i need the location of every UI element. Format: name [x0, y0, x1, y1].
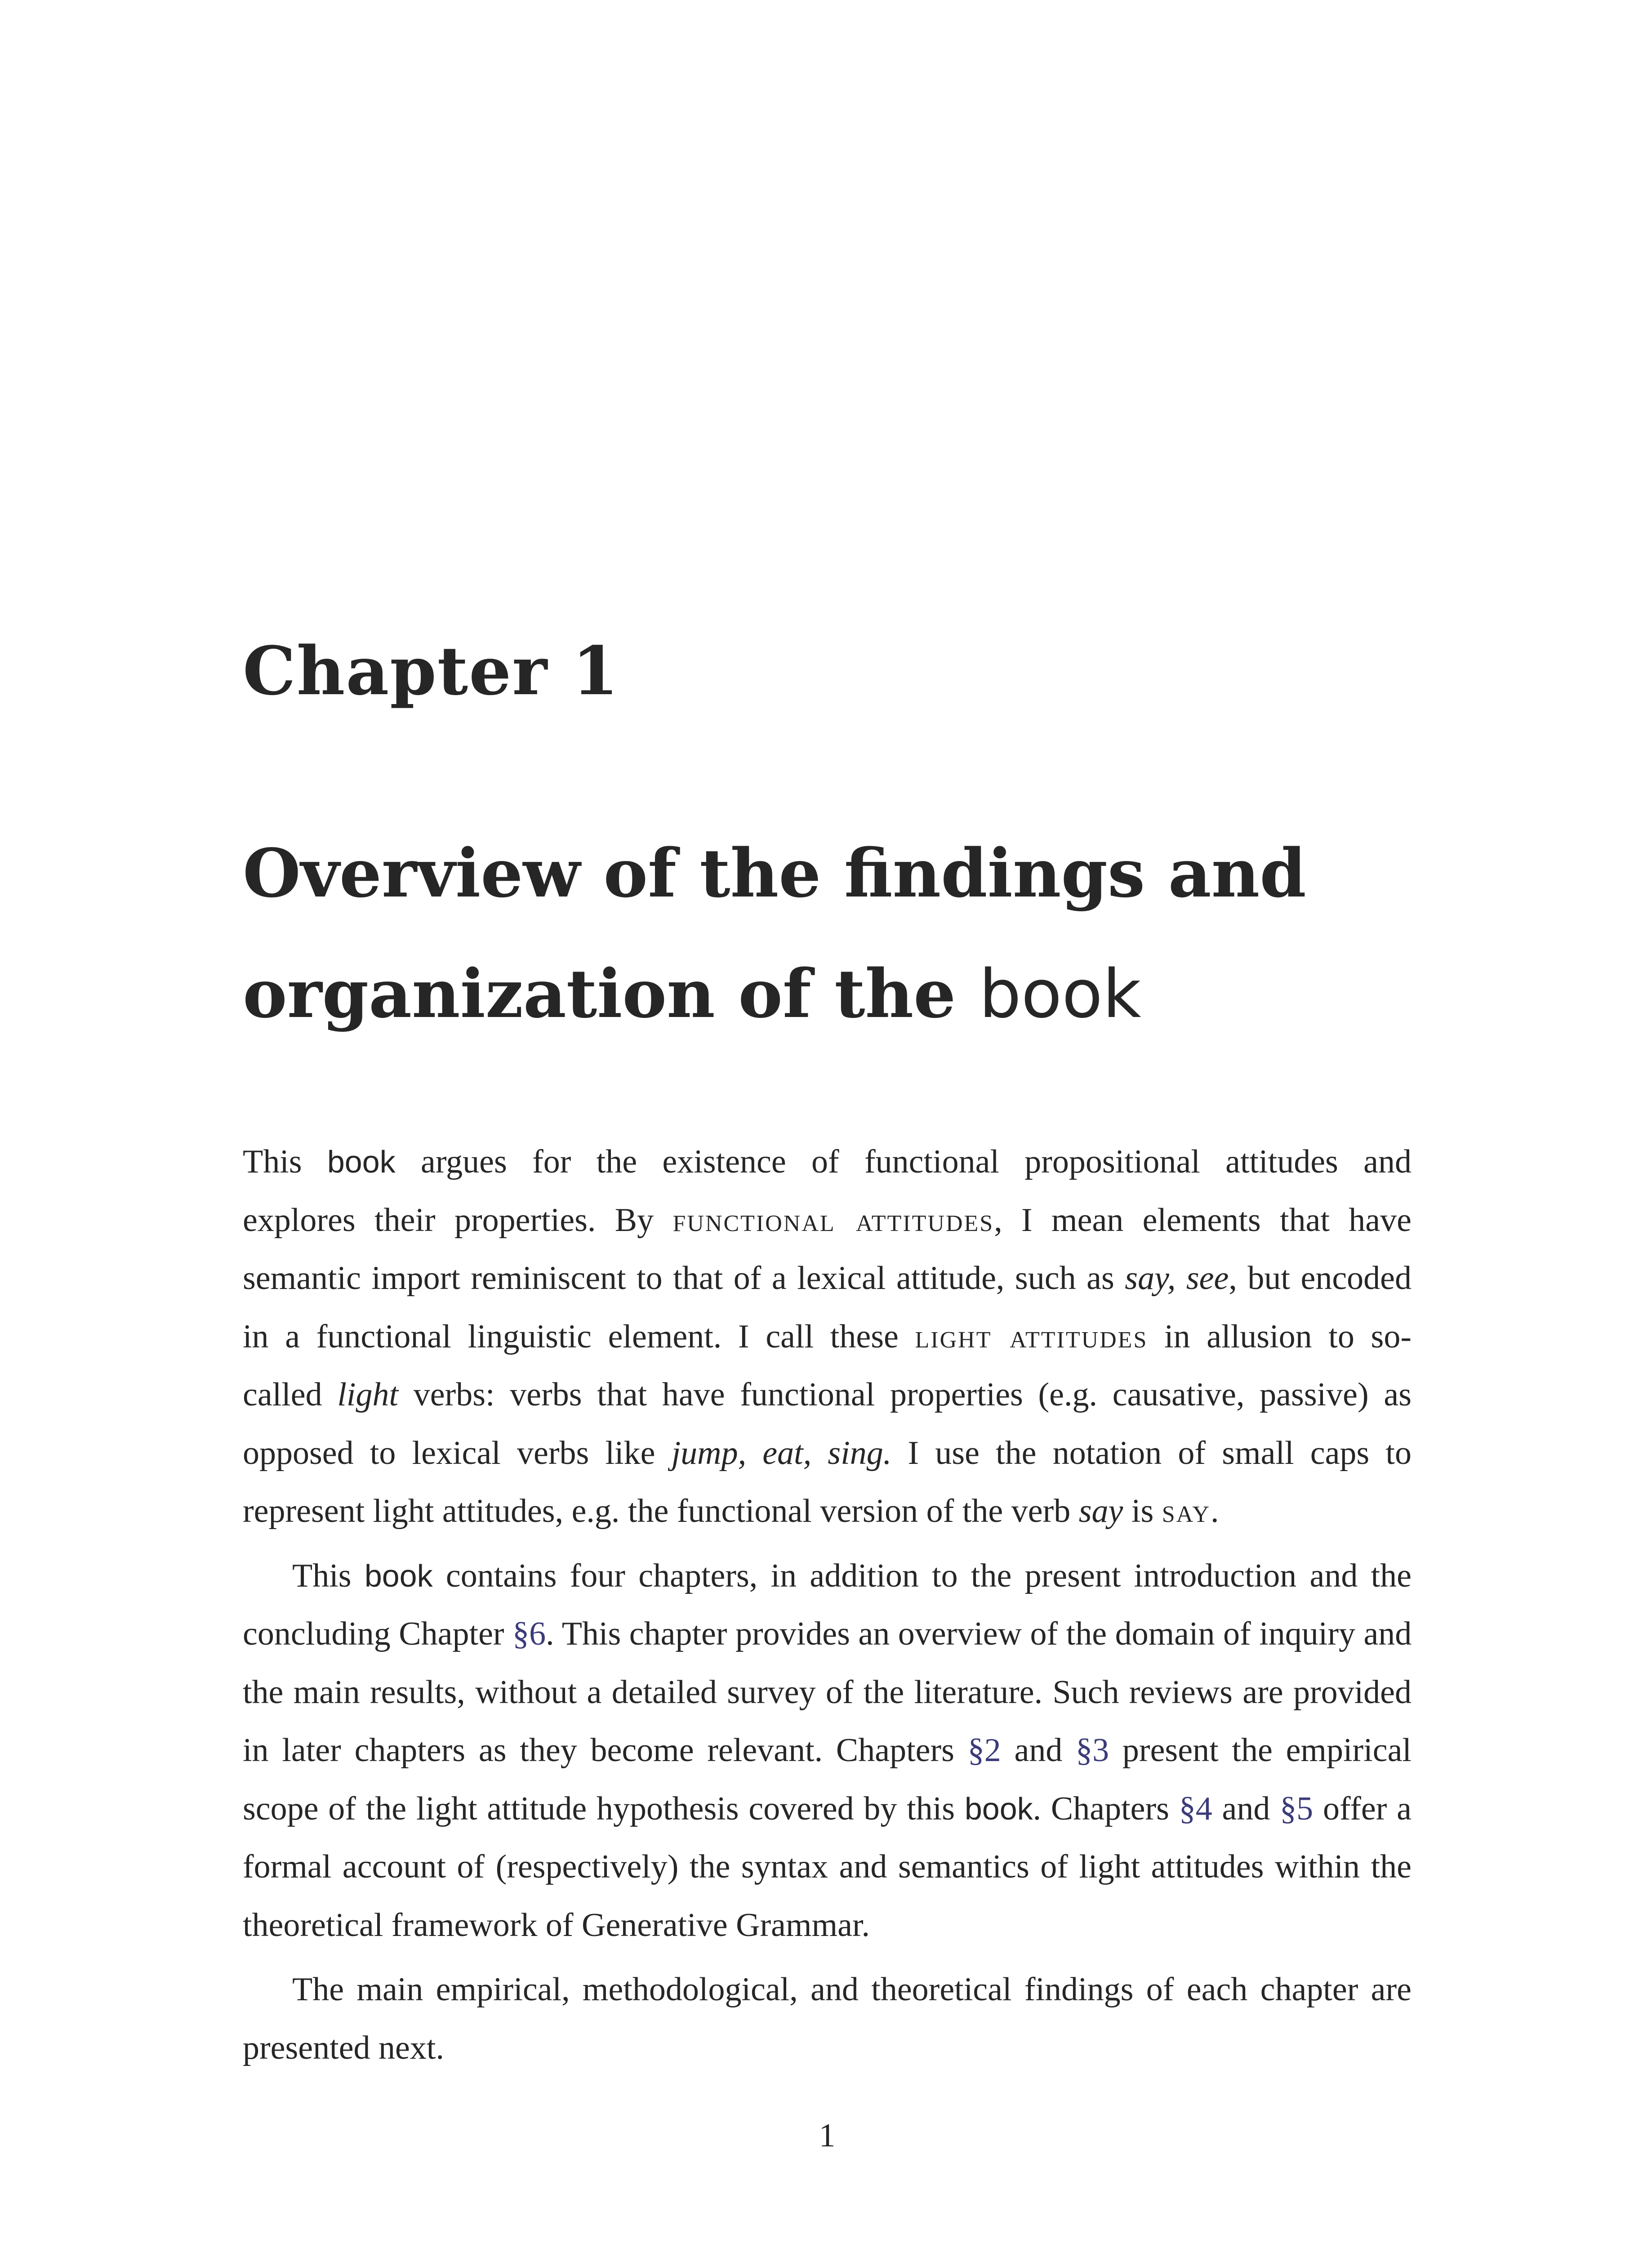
text-run: offer a	[1313, 1790, 1412, 1827]
italic-example: say, see	[1125, 1260, 1229, 1297]
text-run: . This chapter provides an overview of the domain of inquiry and	[546, 1615, 1412, 1652]
chapter-5-link[interactable]: §5	[1280, 1790, 1314, 1827]
chapter-3-link[interactable]: §3	[1076, 1732, 1109, 1769]
text-run: called	[243, 1376, 338, 1413]
chapter-4-link[interactable]: §4	[1179, 1790, 1212, 1827]
text-run: I use the notation of small caps to	[891, 1434, 1412, 1472]
paragraph-line	[243, 1366, 1412, 1424]
text-run: , but encoded	[1229, 1260, 1412, 1297]
text-run: verbs: verbs that have functional properties (e.g. causative, passive) as	[398, 1376, 1412, 1413]
text-run: This	[292, 1557, 365, 1594]
text-run: is	[1123, 1493, 1162, 1530]
text-run: . Chapters	[1033, 1790, 1179, 1827]
chapter-title-prefix: organization of the	[243, 955, 979, 1033]
text-run: contains four chapters, in addition to the present introduction and the	[432, 1557, 1412, 1594]
text-run: , I mean elements that have	[994, 1201, 1412, 1239]
paragraph-line: The main empirical, methodological, and theoretical findings of each chapter are	[292, 1971, 1412, 2008]
text-run: This	[243, 1143, 327, 1180]
italic-example: say	[1078, 1493, 1123, 1530]
paragraph-line: the main results, without a detailed survey of the literature. Such reviews are provided	[243, 1673, 1412, 1711]
paragraph-1	[243, 1133, 1412, 1541]
text-run: represent light attitudes, e.g. the functional version of the verb	[243, 1493, 1079, 1530]
paragraph-3	[243, 1961, 1412, 2077]
text-run: in a functional linguistic element. I call these	[243, 1318, 915, 1355]
text-run: concluding Chapter	[243, 1615, 513, 1652]
chapter-label: Chapter 1	[243, 632, 619, 710]
paragraph-line	[243, 1722, 1412, 1780]
book-word: book	[964, 1791, 1033, 1826]
text-run: in allusion to so-	[1148, 1318, 1412, 1355]
book-word: book	[327, 1144, 396, 1179]
paragraph-2	[243, 1547, 1412, 1955]
paragraph-line: theoretical framework of Generative Grammar.	[243, 1906, 870, 1944]
page-number: 1	[819, 2117, 836, 2154]
document-page	[243, 0, 1412, 2248]
text-run: and	[1212, 1790, 1280, 1827]
paragraph-line	[243, 1482, 1412, 1541]
paragraph-line	[243, 1308, 1412, 1366]
chapter-6-link[interactable]: §6	[512, 1615, 546, 1652]
paragraph-line	[243, 1424, 1412, 1483]
text-run: .	[1211, 1493, 1219, 1530]
chapter-title-book-word: book	[979, 955, 1141, 1033]
chapter-title-line-1: Overview of the findings and	[243, 834, 1306, 912]
term-light-attitudes: light attitudes	[915, 1318, 1148, 1355]
italic-example: jump, eat, sing.	[671, 1434, 892, 1472]
text-run: opposed to lexical verbs like	[243, 1434, 672, 1472]
paragraph-line: formal account of (respectively) the syntax and semantics of light attitudes within the	[243, 1848, 1412, 1885]
book-word: book	[364, 1558, 433, 1593]
paragraph-line	[243, 1191, 1412, 1250]
chapter-title-line-2	[243, 933, 1306, 1054]
paragraph-line	[243, 1133, 1412, 1191]
paragraph-line	[243, 1249, 1412, 1308]
text-run: explores their properties. By	[243, 1201, 673, 1239]
chapter-title	[243, 813, 1306, 1054]
paragraph-line	[243, 1547, 1412, 1606]
paragraph-line: presented next.	[243, 2029, 444, 2066]
text-run: scope of the light attitude hypothesis covered by this	[243, 1790, 965, 1827]
text-run: in later chapters as they become relevant. Chapters	[243, 1732, 968, 1769]
chapter-2-link[interactable]: §2	[967, 1732, 1001, 1769]
body-text	[243, 1133, 1412, 2077]
term-functional-attitudes: functional attitudes	[672, 1201, 994, 1239]
italic-example: light	[337, 1376, 399, 1413]
text-run: and	[1001, 1732, 1076, 1769]
text-run: argues for the existence of functional propositional attitudes and	[395, 1143, 1412, 1180]
paragraph-line	[243, 1780, 1412, 1838]
paragraph-line	[243, 1605, 1412, 1664]
term-say: say	[1162, 1493, 1211, 1530]
text-run: present the empirical	[1109, 1732, 1412, 1769]
text-run: semantic import reminiscent to that of a lexical attitude, such as	[243, 1260, 1125, 1297]
